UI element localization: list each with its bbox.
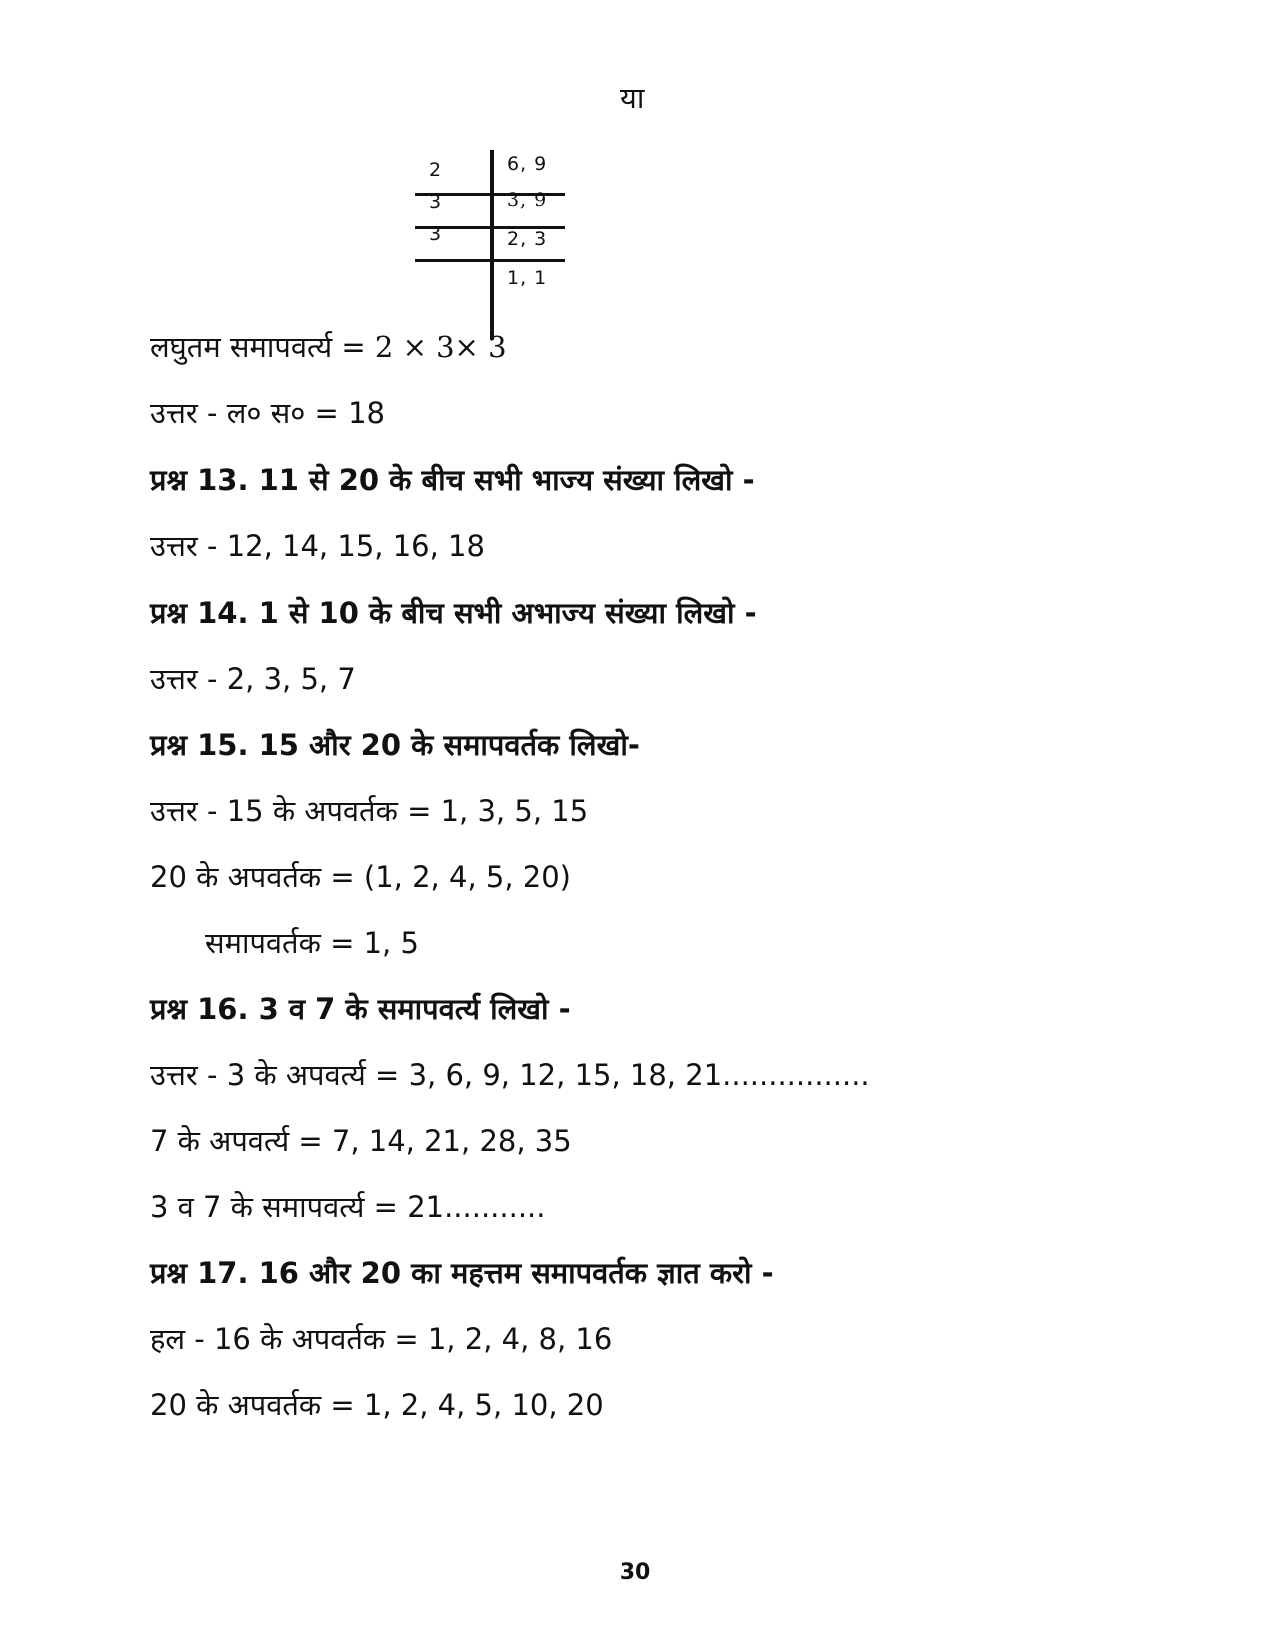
question-17: प्रश्न 17. 16 और 20 का महत्तम समापवर्तक ज्ञात करो - <box>150 1256 774 1290</box>
dividend-row-3: 2, 3 <box>507 228 548 250</box>
solution-17-factors-20: 20 के अपवर्तक = 1, 2, 4, 5, 10, 20 <box>150 1388 604 1422</box>
question-13: प्रश्न 13. 11 से 20 के बीच सभी भाज्य संख्या लिखो - <box>150 463 755 497</box>
answer-15-factors-20: 20 के अपवर्तक = (1, 2, 4, 5, 20) <box>150 860 571 894</box>
answer-15-common-factors: समापवर्तक = 1, 5 <box>205 926 419 960</box>
divisor-2: 3 <box>428 191 442 213</box>
dividend-row-1: 6, 9 <box>507 153 548 175</box>
lcm-division-table <box>415 150 595 340</box>
dividend-row-4: 1, 1 <box>507 267 548 289</box>
answer-14: उत्तर - 2, 3, 5, 7 <box>150 662 356 696</box>
question-16: प्रश्न 16. 3 व 7 के समापवर्त्य लिखो - <box>150 992 571 1026</box>
divisor-1: 2 <box>428 159 442 181</box>
answer-16-multiples-3: उत्तर - 3 के अपवर्त्य = 3, 6, 9, 12, 15, 18, 21................ <box>150 1058 870 1092</box>
lcm-expression-line <box>150 327 507 367</box>
page-number: 30 <box>619 1560 651 1585</box>
dividend-row-2: 3, 9 <box>507 189 548 211</box>
question-15: प्रश्न 15. 15 और 20 के समापवर्तक लिखो- <box>150 728 640 762</box>
answer-13: उत्तर - 12, 14, 15, 16, 18 <box>150 529 485 563</box>
answer-16-multiples-7: 7 के अपवर्त्य = 7, 14, 21, 28, 35 <box>150 1124 572 1158</box>
or-separator: या <box>620 81 645 115</box>
division-rule-3 <box>415 259 565 262</box>
question-14: प्रश्न 14. 1 से 10 के बीच सभी अभाज्य संख्या लिखो - <box>150 596 757 630</box>
divisor-3: 3 <box>428 223 442 245</box>
answer-16-common-multiples: 3 व 7 के समापवर्त्य = 21........... <box>150 1190 546 1224</box>
lcm-label: लघुतम समापवर्त्य = <box>150 330 375 364</box>
lcm-expression: 2 × 3× 3 <box>374 330 507 364</box>
division-vertical-rule <box>490 150 494 340</box>
answer-15-factors-15: उत्तर - 15 के अपवर्तक = 1, 3, 5, 15 <box>150 794 589 828</box>
answer-lcm: उत्तर - ल० स० = 18 <box>150 396 385 430</box>
solution-17-factors-16: हल - 16 के अपवर्तक = 1, 2, 4, 8, 16 <box>150 1322 613 1356</box>
